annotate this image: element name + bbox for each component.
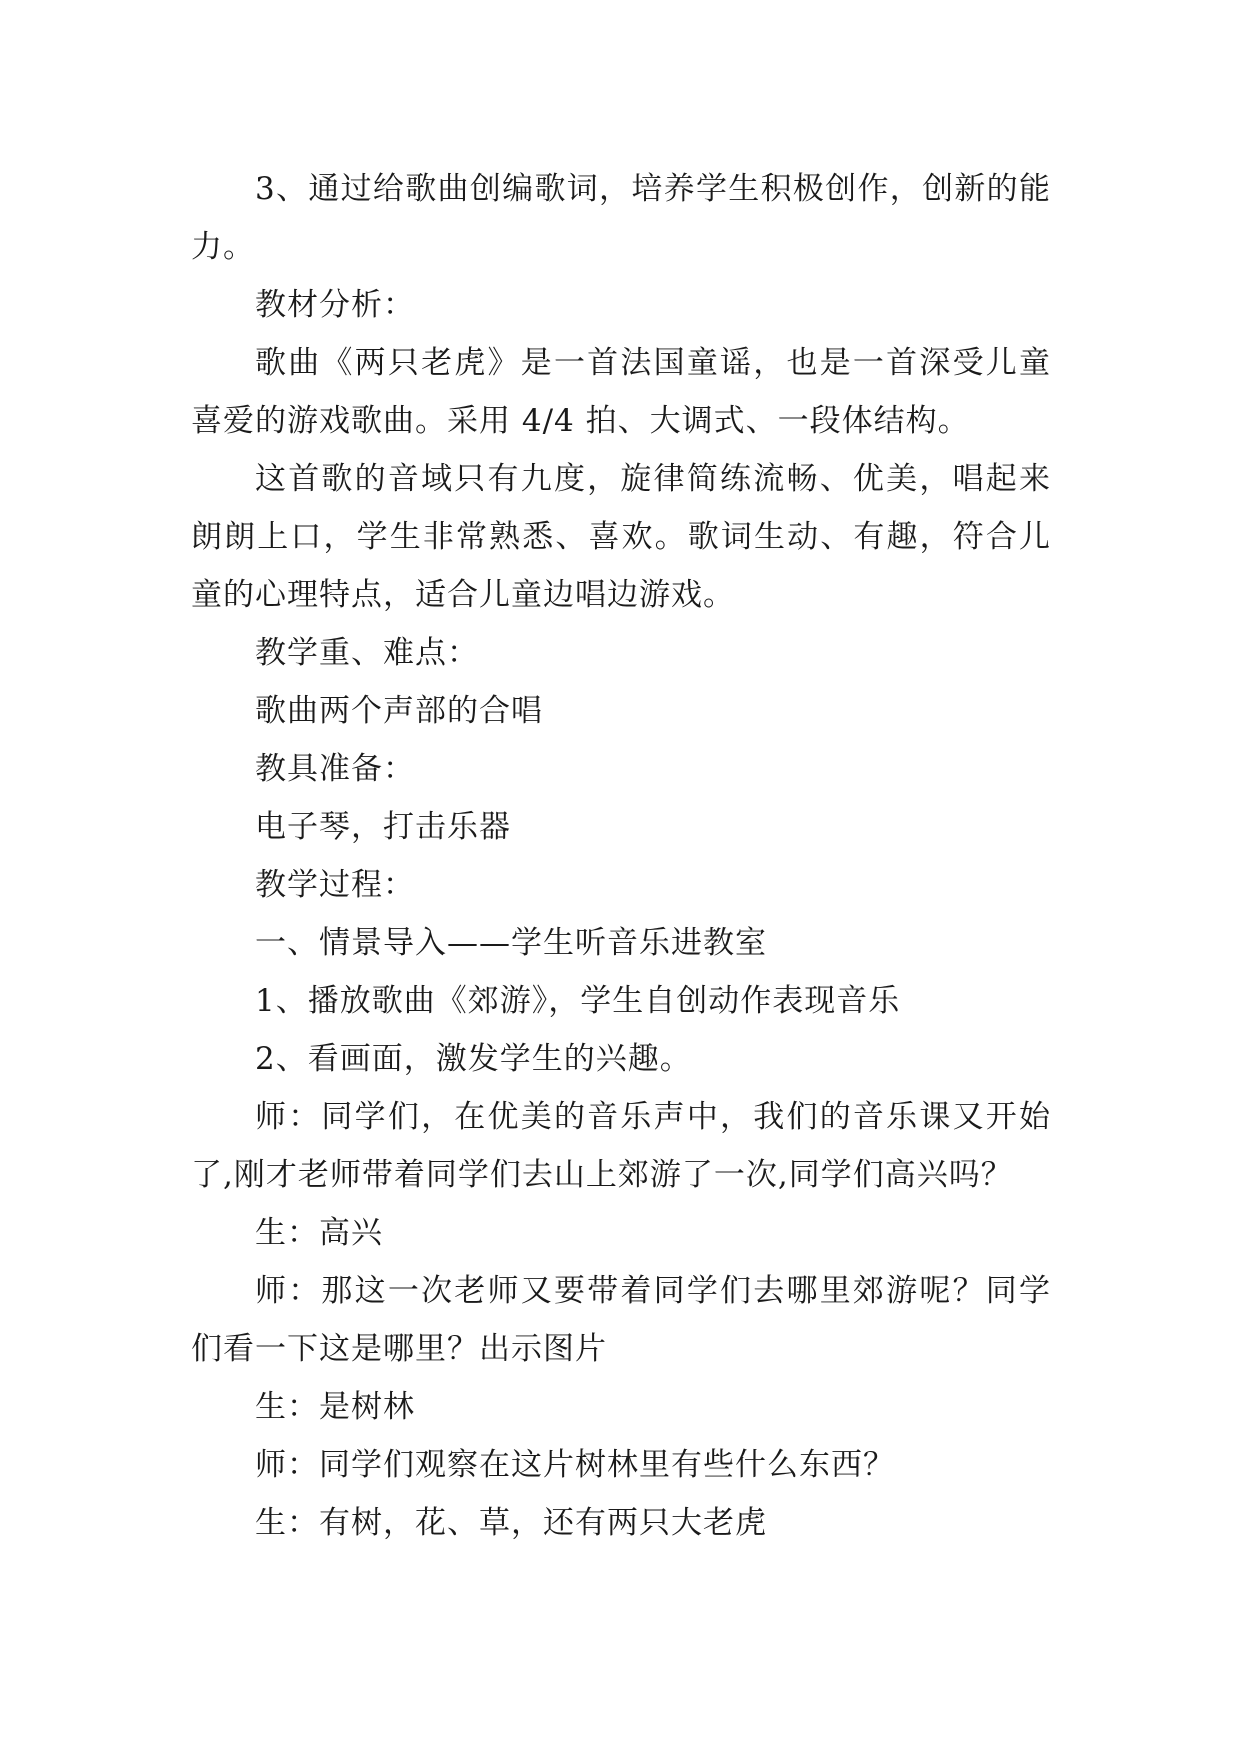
document-body [191, 160, 1051, 1552]
heading-material-analysis: 教材分析： [255, 287, 415, 323]
heading-teaching-process: 教学过程： [255, 867, 415, 903]
dialogue-student-3: 生：有树，花、草，还有两只大老虎 [255, 1505, 767, 1541]
paragraph-teaching-aids: 电子琴，打击乐器 [255, 809, 511, 845]
dialogue-teacher-1: 师：同学们，在优美的音乐声中，我们的音乐课又开始了,刚才老师带着同学们去山上郊游了一次,同学们高兴吗？ [191, 1099, 1051, 1193]
heading-teaching-aids: 教具准备： [255, 751, 415, 787]
paragraph-song-features: 这首歌的音域只有九度，旋律简练流畅、优美，唱起来朗朗上口，学生非常熟悉、喜欢。歌词生动、有趣，符合儿童的心理特点，适合儿童边唱边游戏。 [191, 461, 1051, 613]
step-1: 1、播放歌曲《郊游》，学生自创动作表现音乐 [255, 983, 901, 1019]
dialogue-teacher-3: 师：同学们观察在这片树林里有些什么东西？ [255, 1447, 895, 1483]
dialogue-teacher-2: 师：那这一次老师又要带着同学们去哪里郊游呢？同学们看一下这是哪里？出示图片 [191, 1273, 1051, 1367]
dialogue-student-1: 生：高兴 [255, 1215, 383, 1251]
paragraph-song-intro: 歌曲《两只老虎》是一首法国童谣，也是一首深受儿童喜爱的游戏歌曲。采用 4/4 拍、大调式、一段体结构。 [191, 345, 1051, 439]
dialogue-student-2: 生：是树林 [255, 1389, 415, 1425]
paragraph-objective-3: 3、通过给歌曲创编歌词，培养学生积极创作，创新的能力。 [191, 171, 1051, 265]
heading-key-points: 教学重、难点： [255, 635, 479, 671]
section-scene-intro: 一、情景导入——学生听音乐进教室 [255, 925, 767, 961]
paragraph-key-points: 歌曲两个声部的合唱 [255, 693, 543, 729]
step-2: 2、看画面，激发学生的兴趣。 [255, 1041, 692, 1077]
